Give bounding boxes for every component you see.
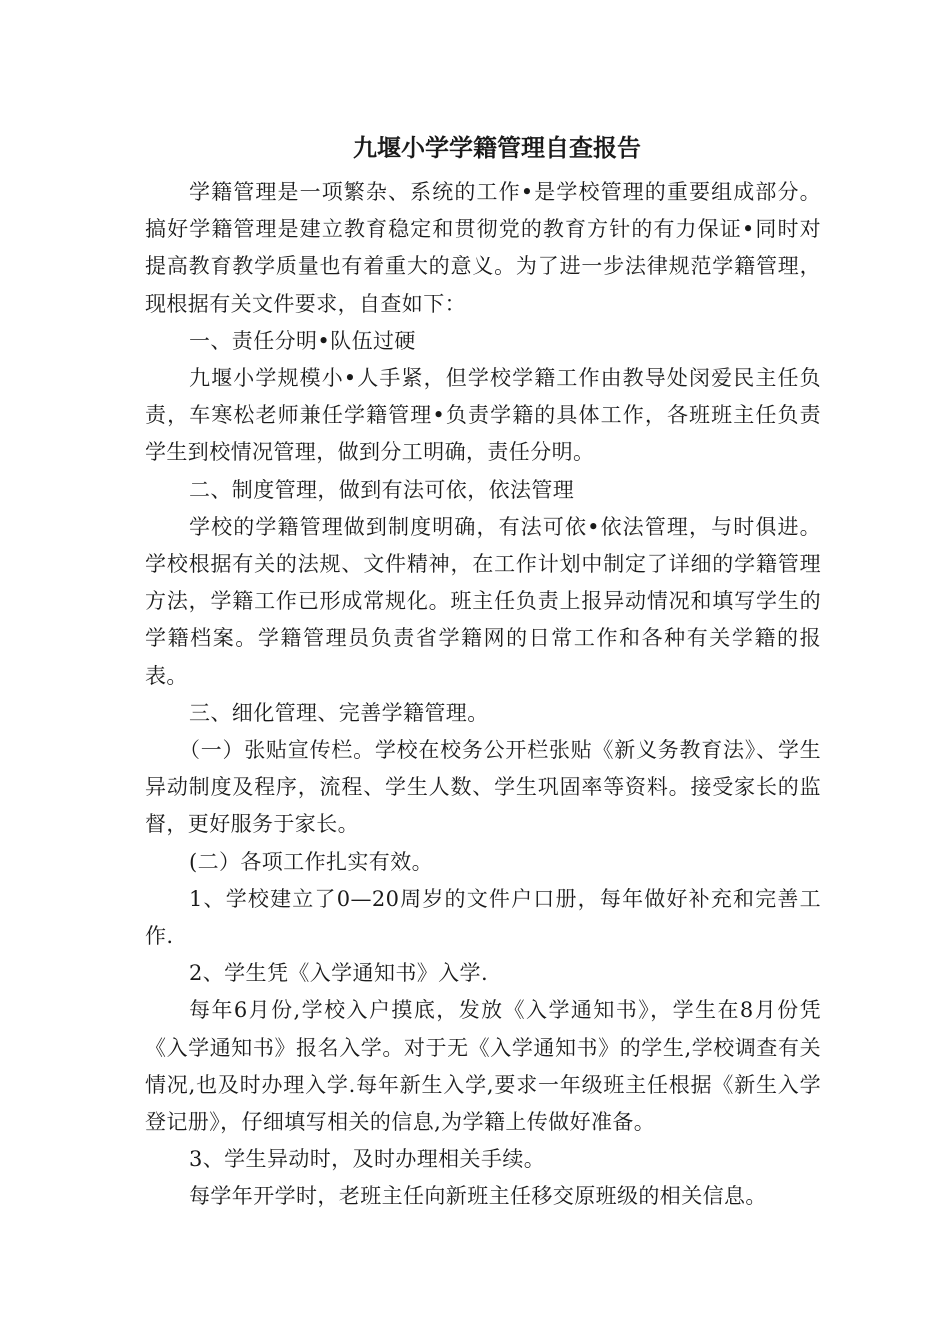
subsection-heading-2: (二）各项工作扎实有效。 [189, 849, 433, 874]
section-1-paragraph: 九堰小学规模小•人手紧，但学校学籍工作由教导处闵爱民主任负责，车寒松老师兼任学籍管理•负责学籍的具体工作，各班班主任负责学生到校情况管理，做到分工明确，责任分明。 [145, 366, 821, 465]
section-heading-1: 一、责任分明•队伍过硬 [189, 328, 416, 353]
intro-paragraph: 学籍管理是一项繁杂、系统的工作•是学校管理的重要组成部分。搞好学籍管理是建立教育稳定和贯彻党的教育方针的有力保证•同时对提高教育教学质量也有着重大的意义。为了进一步法律规范学籍管理，现根据有关文件要求，自查如下： [145, 180, 821, 316]
subsection-1-paragraph: （一）张贴宣传栏。学校在校务公开栏张贴《新义务教育法》、学生异动制度及程序，流程、学生人数、学生巩固率等资料。接受家长的监督，更好服务于家长。 [145, 738, 821, 837]
document-title: 九堰小学学籍管理自查报告 [353, 133, 641, 162]
item-2-paragraph: 每年6月份,学校入户摸底，发放《入学通知书》，学生在8月份凭《入学通知书》报名入学。对于无《入学通知书》的学生,学校调查有关情况,也及时办理入学.每年新生入学,要求一年级班主任根据《新生入学登记册》，仔细填写相关的信息,为学籍上传做好准备。 [145, 998, 821, 1135]
item-3-paragraph: 每学年开学时，老班主任向新班主任移交原班级的相关信息。 [189, 1184, 767, 1209]
section-heading-2: 二、制度管理，做到有法可依，依法管理 [189, 477, 575, 502]
item-3-heading: 3、学生异动时，及时办理相关手续。 [189, 1147, 546, 1172]
document-page [145, 128, 821, 1216]
item-1-paragraph: 1、学校建立了0—20周岁的文件户口册，每年做好补充和完善工作. [145, 886, 821, 949]
section-heading-3: 三、细化管理、完善学籍管理。 [189, 700, 489, 725]
section-2-paragraph: 学校的学籍管理做到制度明确，有法可依•依法管理，与时俱进。学校根据有关的法规、文件精神，在工作计划中制定了详细的学籍管理方法，学籍工作已形成常规化。班主任负责上报异动情况和填写学生的学籍档案。学籍管理员负责省学籍网的日常工作和各种有关学籍的报表。 [145, 514, 821, 688]
item-2-heading: 2、学生凭《入学通知书》入学. [189, 961, 489, 986]
